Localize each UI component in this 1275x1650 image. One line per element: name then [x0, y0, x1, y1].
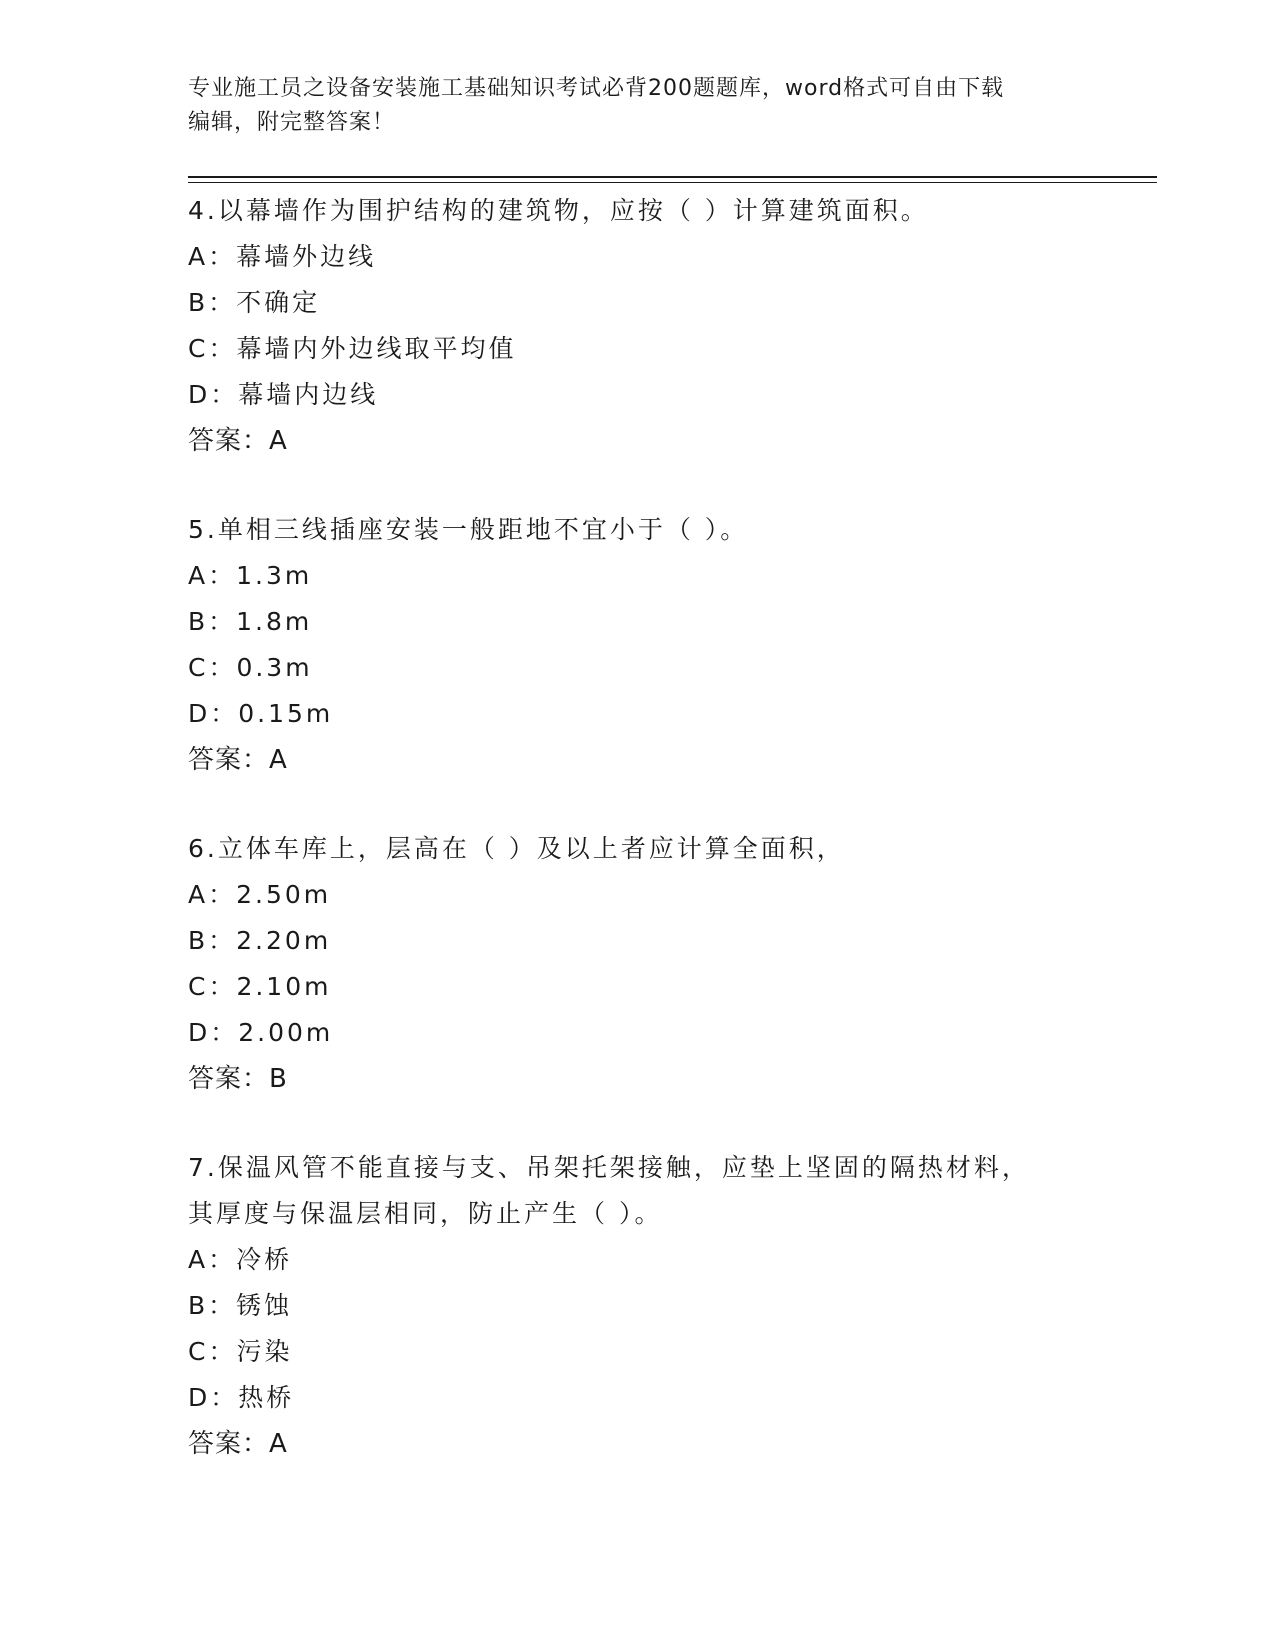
- header-line-1: 专业施工员之设备安装施工基础知识考试必背200题题库，word格式可自由下载: [188, 76, 1005, 101]
- option-a: A：1.3m: [188, 561, 313, 590]
- option-d: D：2.00m: [188, 1018, 334, 1047]
- option-a: A：幕墙外边线: [188, 242, 377, 271]
- option-b: B：锈蚀: [188, 1291, 293, 1320]
- question-stem-line: 4.以幕墙作为围护结构的建筑物，应按（ ）计算建筑面积。: [188, 196, 929, 225]
- option-d: D：热桥: [188, 1383, 295, 1412]
- option-b: B：2.20m: [188, 926, 332, 955]
- question-stem: [188, 188, 1088, 234]
- question-stem: [188, 826, 1088, 872]
- question-block: [188, 826, 1088, 1102]
- question-block: [188, 1145, 1088, 1467]
- document-header: [188, 72, 1088, 140]
- option-a: A：冷桥: [188, 1245, 293, 1274]
- option-b: B：1.8m: [188, 607, 313, 636]
- option-c: C：幕墙内外边线取平均值: [188, 334, 517, 363]
- answer-label: 答案：A: [188, 1429, 288, 1459]
- answer-label: 答案：A: [188, 426, 288, 456]
- answer-label: 答案：B: [188, 1064, 288, 1094]
- answer-label: 答案：A: [188, 745, 288, 775]
- option-c: C：污染: [188, 1337, 293, 1366]
- option-d: D：0.15m: [188, 699, 334, 728]
- question-stem: [188, 507, 1088, 553]
- option-c: C：2.10m: [188, 972, 332, 1001]
- question-block: [188, 507, 1088, 783]
- header-line-2: 编辑，附完整答案！: [188, 110, 396, 135]
- question-block: [188, 188, 1088, 464]
- header-divider-thick: [188, 176, 1157, 178]
- option-c: C：0.3m: [188, 653, 313, 682]
- question-stem-line: 6.立体车库上，层高在（ ）及以上者应计算全面积，: [188, 834, 845, 863]
- question-stem-line: 7.保温风管不能直接与支、吊架托架接触，应垫上坚固的隔热材料，: [188, 1153, 1030, 1182]
- question-stem-line: 5.单相三线插座安装一般距地不宜小于（ ）。: [188, 515, 749, 544]
- option-d: D：幕墙内边线: [188, 380, 379, 409]
- question-stem: [188, 1145, 1088, 1237]
- option-a: A：2.50m: [188, 880, 332, 909]
- option-b: B：不确定: [188, 288, 321, 317]
- question-stem-line: 其厚度与保温层相同，防止产生（ ）。: [188, 1199, 663, 1228]
- header-divider-thin: [188, 182, 1157, 183]
